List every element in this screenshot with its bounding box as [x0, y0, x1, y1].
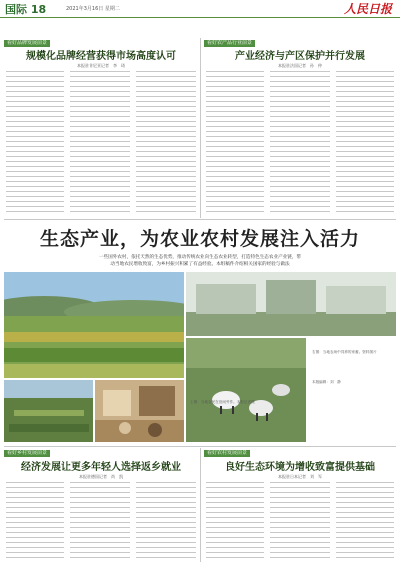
article-body-column: [6, 71, 64, 215]
section-divider: [4, 446, 396, 447]
field-photo: [4, 380, 93, 442]
top-right-tag: 看好农产品行业前景: [204, 40, 255, 47]
top-left-byline: 本报驻肯尼亚记者 李 琦: [77, 63, 125, 68]
editor-credit: 本版编辑：刘 静: [312, 380, 341, 384]
section-divider: [4, 219, 396, 220]
bottom-right-byline: 本报驻日本记者 刘 军: [278, 474, 322, 479]
farm-landscape-photo: [4, 272, 184, 378]
market-photo: [95, 380, 184, 442]
top-right-byline: 本报驻法国记者 孙 仲: [278, 63, 322, 68]
issue-date: 2021年3月16日 星期二: [66, 6, 120, 12]
section-title: 国际 18: [5, 3, 47, 16]
bottom-right-tag: 看好农村发展前景: [204, 450, 250, 457]
article-body-column: [270, 71, 330, 215]
newspaper-logo: 人民日报: [343, 2, 392, 16]
bottom-left-byline: 本报驻德国记者 尚 凯: [79, 474, 123, 479]
article-body-column: [206, 482, 264, 560]
article-body-column: [206, 71, 264, 215]
column-divider: [200, 38, 201, 218]
feature-deck-line-1: 一些国外农村，依托天然的生态优势，推动传统农业向生态农业转型，打造特色生态农业产业链，带: [98, 255, 302, 260]
article-body-column: [136, 482, 196, 560]
bottom-left-tag: 看好乡村发展前景: [4, 450, 50, 457]
article-body-column: [336, 71, 394, 215]
article-body-column: [6, 482, 64, 560]
article-body-column: [70, 482, 130, 560]
page-header: [0, 0, 400, 18]
article-body-column: [136, 71, 196, 215]
bottom-left-headline[interactable]: 经济发展让更多年轻人选择返乡就业: [21, 462, 181, 473]
top-left-headline[interactable]: 规模化品牌经营获得市场高度认可: [26, 51, 176, 62]
bottom-right-headline[interactable]: 良好生态环境为增收致富提供基础: [225, 462, 375, 473]
article-body-column: [336, 482, 394, 560]
photo-caption: 上图：当地农民在田间劳作。本报记者摄: [190, 400, 255, 404]
feature-deck-line-2: 动当地农民增收致富，为乡村振兴积累了有益经验。本组稿件介绍相关国家的经验与做法: [110, 262, 290, 267]
pasture-animals-photo: [186, 338, 306, 442]
top-right-headline[interactable]: 产业经济与产区保护并行发展: [235, 51, 365, 62]
top-left-tag: 看好品牌发展前景: [4, 40, 50, 47]
article-body-column: [70, 71, 130, 215]
article-body-column: [270, 482, 330, 560]
column-divider: [200, 448, 201, 562]
greenhouse-photo: [186, 272, 396, 336]
feature-title[interactable]: 生态产业，为农业农村发展注入活力: [39, 228, 360, 250]
photo-caption-2: 右图：当地农场中饲养的家畜。资料图片: [312, 350, 377, 354]
